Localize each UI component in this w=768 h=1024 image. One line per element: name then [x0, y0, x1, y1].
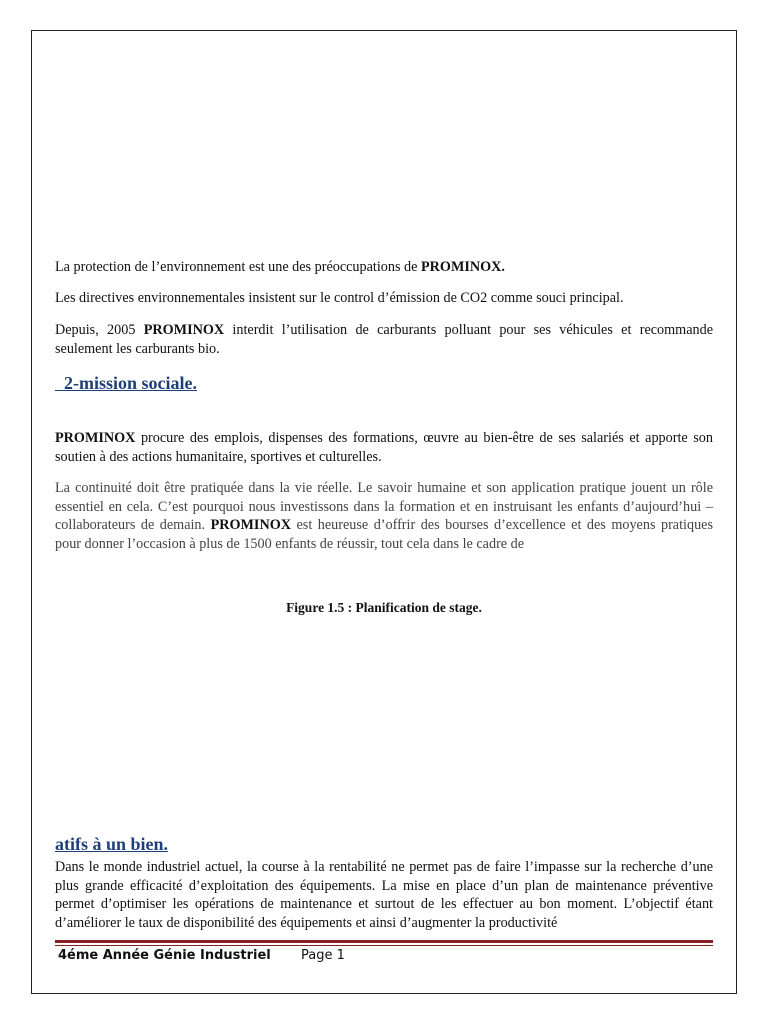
env-paragraph-3-post: interdit l’utilisation de carburants polluant pour ses véhicules et recommande seulement les carburants bio. [55, 322, 713, 357]
maintenance-paragraph: Dans le monde industriel actuel, la course à la rentabilité ne permet pas de faire l’impasse sur la recherche d’une plus grande efficacité d’exploitation des équipements. La mise en place d’un plan de maintenance préventive permet d’optimiser les opérations de maintenance et surtout de les effectuer au bon moment. L’objectif étant d’améliorer le taux de disponibilité des équipements et ainsi d’augmenter la productivité [55, 859, 713, 931]
mission-sociale-heading: 2-mission sociale. [55, 373, 197, 393]
brand-name: PROMINOX. [421, 259, 505, 275]
footer-page-number: Page 1 [301, 948, 345, 963]
env-paragraph-1-text: La protection de l’environnement est une des préoccupations de [55, 259, 421, 275]
env-paragraph-3 [55, 321, 713, 358]
footer-rule-thick [55, 940, 713, 943]
brand-name: PROMINOX [143, 322, 225, 338]
section-heading: atifs à un bien. [55, 834, 169, 854]
env-paragraph-2: Les directives environnementales insistent sur le control d’émission de CO2 comme souci principal. [55, 290, 624, 306]
env-paragraph-3-pre: Depuis, 2005 [55, 322, 144, 338]
env-paragraph-1 [55, 258, 713, 277]
footer-course-label: 4éme Année Génie Industriel [58, 948, 271, 963]
social-paragraph-2-post: est heureuse d’offrir des bourses d’excellence et des moyens pratiques pour donner l’occasion à plus de 1500 enfants de réussir, tout cela dans le cadre de [55, 517, 713, 552]
figure-caption: Figure 1.5 : Planification de stage. [286, 600, 482, 615]
social-paragraph-1-text: procure des emplois, dispenses des formations, œuvre au bien-être de ses salariés et apporte son soutien à des actions humanitaire, sportives et culturelles. [55, 430, 713, 465]
brand-name: PROMINOX [55, 430, 136, 446]
brand-name: PROMINOX [210, 517, 291, 533]
social-paragraph-2-pre: La continuité doit être pratiquée dans la vie réelle. Le savoir humaine et son application pratique jouent un rôle essentiel en cela. C’est pourquoi nous investissons dans la formation et en instruisant les enfants d’aujourd’hui – collaborateurs de demain. [55, 480, 713, 533]
social-paragraph-1 [55, 429, 713, 466]
social-paragraph-2 [55, 479, 713, 553]
footer-rule-thin [55, 945, 713, 946]
